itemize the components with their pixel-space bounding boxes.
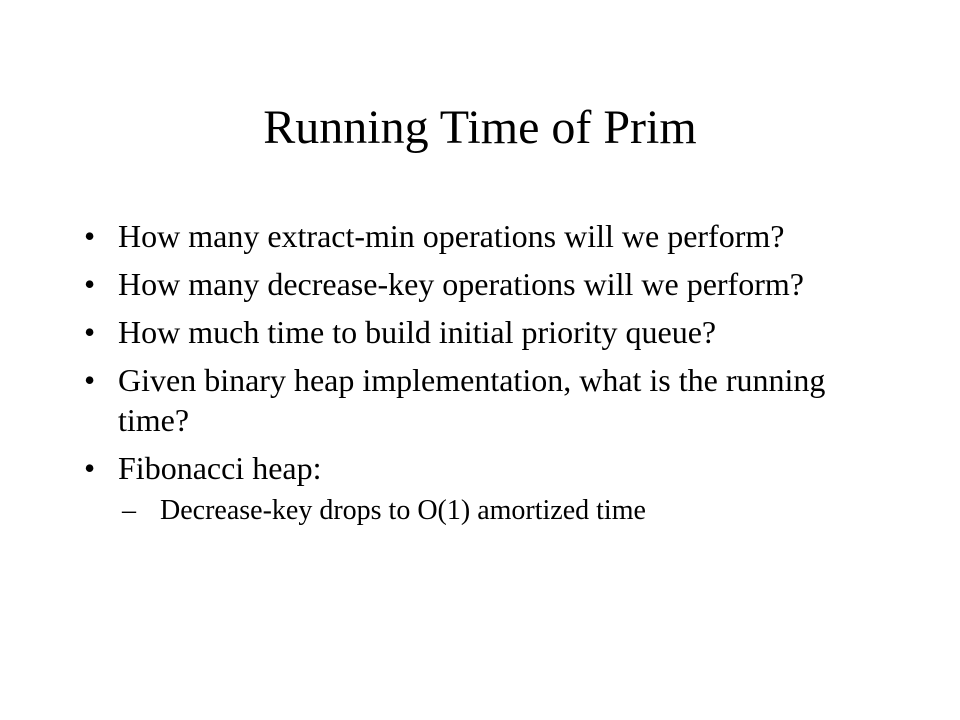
- bullet-dot-icon: •: [84, 362, 96, 398]
- bullet-dot-icon: •: [84, 450, 96, 486]
- bullet-item-extract-min: [0, 216, 858, 256]
- bullet-text: How much time to build initial priority queue?: [118, 314, 717, 350]
- bullet-list: [0, 216, 960, 528]
- bullet-dot-icon: •: [84, 218, 96, 254]
- dash-icon: –: [122, 495, 136, 526]
- bullet-text: Given binary heap implementation, what is the running time?: [118, 362, 826, 438]
- bullet-dot-icon: •: [84, 314, 96, 350]
- bullet-item-fibonacci-heap: [0, 448, 858, 488]
- slide-title: Running Time of Prim: [263, 101, 697, 154]
- bullet-text: How many extract-min operations will we perform?: [118, 218, 785, 254]
- bullet-text: Fibonacci heap:: [118, 450, 322, 486]
- bullet-item-decrease-key: [0, 264, 858, 304]
- sub-bullet-text: Decrease-key drops to O(1) amortized time: [160, 495, 646, 526]
- bullet-item-binary-heap: [0, 360, 858, 440]
- bullet-dot-icon: •: [84, 266, 96, 302]
- sub-bullet-item-decrease-key-drops: [0, 494, 880, 528]
- bullet-text: How many decrease-key operations will we perform?: [118, 266, 804, 302]
- bullet-item-build-queue: [0, 312, 858, 352]
